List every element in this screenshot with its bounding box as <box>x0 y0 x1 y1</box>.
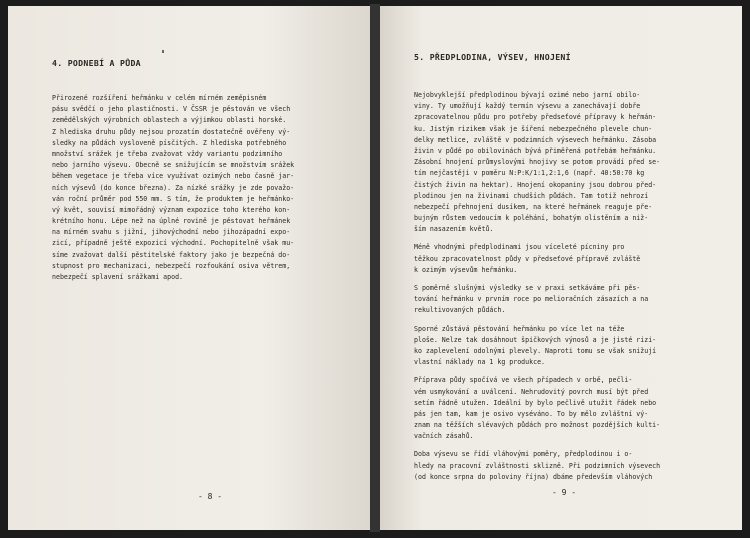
text-line: zemědělských výrobních oblastech a výjimkou oblasti horské. <box>52 116 287 125</box>
text-line: vém usmykování a uválcení. Nehrudovitý povrch musí být před <box>414 387 649 396</box>
text-line: (od konce srpna do poloviny října) dbáme především vláhových <box>414 472 653 481</box>
paragraph-gap <box>414 442 730 449</box>
text-line: ních výsevů (do konce března). Za nízké srážky je zde považo- <box>52 183 295 192</box>
text-line: nebo jarního výsevu. Obecně se snižujícím se množstvím srážek <box>52 161 295 170</box>
text-line: vačních zásahů. <box>414 432 474 441</box>
paragraph-gap <box>414 276 730 283</box>
text-line: pás jen tam, kam je osivo vyséváno. To by mělo zvláštní vý- <box>414 409 649 418</box>
text-line: Přirozené rozšíření heřmánku v celém mírném zeměpisném <box>52 94 267 102</box>
text-line: během vegetace je třeba více využívat ozimých nebo časně jar- <box>52 172 295 181</box>
paragraph-gap <box>414 317 730 324</box>
text-line: těžkou zpracovatelnost půdy v předseťové přípravě zvláště <box>414 254 641 263</box>
page-number: - 9 - <box>552 488 577 497</box>
ink-speck <box>162 50 164 53</box>
paragraph-gap <box>414 235 730 242</box>
text-line: ším nasazením květů. <box>414 225 494 234</box>
left-page <box>8 6 370 530</box>
text-line: pásu svědčí o jeho plastičnosti. V ČSSR je pěstován ve všech <box>52 105 291 114</box>
text-line: ploše. Nelze tak dosáhnout špičkových výnosů a je jisté rizi- <box>414 335 657 344</box>
text-line: tování heřmánku v prvním roce po melioračních zásazích a na <box>414 295 649 304</box>
text-line: hledy na pracovní zvláštnosti sklizně. Při podzimních výsevech <box>414 461 661 470</box>
text-line: plodinou jen na živinami chudších půdách. Tam totiž nehrozí <box>414 191 649 200</box>
text-line: čistých živin na hektar). Hnojení okopaniny jsou dobrou před- <box>414 180 657 189</box>
text-line: krétního honu. Lépe než na úplné rovině je pěstovat heřmánek <box>52 217 291 226</box>
section-title: 4. PODNEBÍ A PŮDA <box>52 58 141 68</box>
text-line: setím řádně utužen. Ideální by bylo pečlivě utužit řádek nebo <box>414 398 657 407</box>
text-line: nebezpečí přehnojení dusíkem, na které heřmánek reaguje pře- <box>414 202 653 211</box>
text-line: delky metlice, zvláště v podzimních výsevech heřmánku. Zásoba <box>414 135 657 144</box>
text-line: stupnost pro mechanizaci, nebezpečí rozfoukání osiva větrem, <box>52 261 291 270</box>
text-line: Nejobvyklejší předplodinou bývají ozimé nebo jarní obilo- <box>414 91 641 99</box>
text-line: Doba výsevu se řídí vláhovými poměry, předplodinou i o- <box>414 450 633 459</box>
text-line: viny. Ty umožňují každý termín výsevu a zanechávají dobře <box>414 102 641 111</box>
text-line: síme zvažovat další pěstitelské faktory jako je bezpečná do- <box>52 250 291 259</box>
text-line: znam na těžších slévavých půdách pro možnost pozdějších kulti- <box>414 421 661 430</box>
text-line: zpracovatelnou půdu pro potřeby předseťové přípravy k heřmán- <box>414 113 657 122</box>
page-number: - 8 - <box>198 492 223 501</box>
text-line: tím nejčastěji v poměru N:P:K/1:1,2:1,6 (např. 40:50:70 kg <box>414 169 645 178</box>
text-line: Příprava půdy spočívá ve všech případech v orbě, pečli- <box>414 376 633 385</box>
text-line: na mírném svahu s jižní, jihovýchodní nebo jihozápadní expo- <box>52 228 291 237</box>
text-line: Sporné zůstává pěstování heřmánku po více let na téže <box>414 324 625 333</box>
text-line: zicí, případně ještě expozicí východní. Pochopitelně však mu- <box>52 239 295 248</box>
text-line: Zásobní hnojení průmyslovými hnojivy se potom provádí před se- <box>414 158 661 167</box>
text-line: Méně vhodnými předplodinami jsou víceleté pícniny pro <box>414 243 625 252</box>
section-title: 5. PŘEDPLODINA, VÝSEV, HNOJENÍ <box>414 52 571 62</box>
text-line: k ozimým výsevům heřmánku. <box>414 265 518 274</box>
text-line: bujným růstem vedoucím k poléhání, bohatým olistěním a niž- <box>414 214 649 223</box>
text-line: ván roční průměr pod 550 mm. S tím, že produktem je heřmánko- <box>52 194 295 203</box>
text-line: vý květ, souvisí mimořádný význam expozice toho kterého kon- <box>52 205 291 214</box>
text-line: ko zaplevelení odolnými plevely. Naproti tomu se však snižují <box>414 346 657 355</box>
body-text <box>52 93 342 283</box>
text-line: sledky na půdách vysloveně písčitých. Z hlediska potřebného <box>52 138 287 147</box>
body-text <box>414 90 730 483</box>
text-line: Z hlediska druhu půdy nejsou prozatím dostatečně ověřeny vý- <box>52 127 291 136</box>
text-line: ku. Jistým rizikem však je šíření nebezpečného plevele chun- <box>414 124 653 133</box>
book-gutter <box>370 4 380 532</box>
paragraph-gap <box>414 368 730 375</box>
right-page <box>380 6 742 530</box>
text-line: vlastní náklady na 1 kg produkce. <box>414 358 546 367</box>
text-line: rekultivovaných půdách. <box>414 306 506 315</box>
text-line: S poměrně slušnými výsledky se v praxi setkáváme při pěs- <box>414 284 641 292</box>
text-line: nebezpečí splavení srážkami apod. <box>52 273 184 281</box>
text-line: množství srážek je třeba zvažovat vždy variantu podzimního <box>52 149 283 158</box>
text-line: živin v půdě po obilovinách bývá přiměřená potřebám heřmánku. <box>414 146 657 155</box>
